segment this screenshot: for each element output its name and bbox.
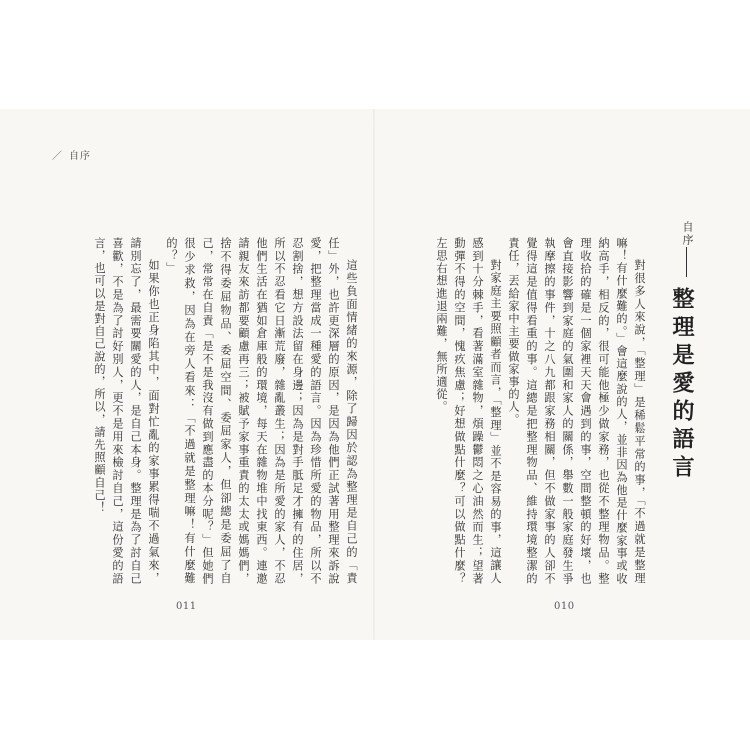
page-fold — [373, 109, 375, 640]
book-spread — [0, 109, 750, 640]
page-number-left: 011 — [176, 601, 197, 612]
left-page-body — [58, 237, 360, 585]
header-slash: ／ — [52, 151, 63, 162]
chapter-title: 整理是愛的語言 — [669, 287, 695, 483]
right-page-body — [435, 237, 648, 585]
paragraph: 這些負面情緒的來源，除了歸因於認為整理是自己的「責任」外，也許更深層的原因，是因為他們正試著用整理來訴說愛，把整理當成一種愛的語言。因為珍惜所愛的物品，所以不忍割捨，想方設法留在身邊；因為是對手胝足才擁有的住居，所以不忍看它日漸荒廢，雜亂叢生；因為是所愛的家人，不忍他們生活在猶如倉庫般的環境，每天在雜物堆中找東西。連邀請親友來訪都要顧慮再三；被賦予家事重責的太太或媽媽們，捨不得委屈物品、委屈空間、委屈家人，但卻總是委屈了自己，常常在自責「是不是我沒有做到應盡的本分呢？」但她們很少求救，因為在旁人看來：「不過就是整理嘛！有什麼難的？」 — [165, 237, 358, 585]
paragraph: 對家庭主要照顧者而言，「整理」並不是容易的事，這讓人感到十分棘手，看著滿室雜物，煩躁鬱悶之心油然而生；望著動彈不得的空間，愧疚焦慮；好想做點什麼？可以做點什麼？左思右想進退兩難，無所適從。 — [435, 237, 502, 585]
header-section: 自序 — [69, 151, 91, 162]
chapter-rule — [686, 247, 687, 277]
paragraph: 對很多人來說，「整理」是稀鬆平常的事，「不過就是整理嘛！有什麼難的。」會這麼說的人，並非因為他是什麼家事或收納高手，相反的，很可能他極少做家務，也從不整理物品。整理收拾的確是一個家裡天天會遇到的事，空間整頓的好壞，也會直接影響到家庭的氣圍和家人的關係，舉數一般家庭發生爭執摩擦的事件，十之八九都跟家務相關，但不做家事的人卻不覺得這是值得看重的事。這總是把整理物品、維持環境整潔的責任，丟給家中主要做家事的人。 — [507, 237, 646, 585]
chapter-label: 自序 — [681, 221, 694, 247]
running-header — [52, 147, 91, 162]
paragraph: 如果你也正身陷其中，面對忙亂的家事累得喘不過氣來，請別忘了，最需要關愛的人，是自己本身。整理是為了討自己喜歡，不是為了討好別人，更不是用來檢討自己，這份愛的語言，也可以是對自己說的，所以，請先照顧自己！ — [93, 237, 160, 585]
page-number-right: 010 — [554, 601, 575, 612]
